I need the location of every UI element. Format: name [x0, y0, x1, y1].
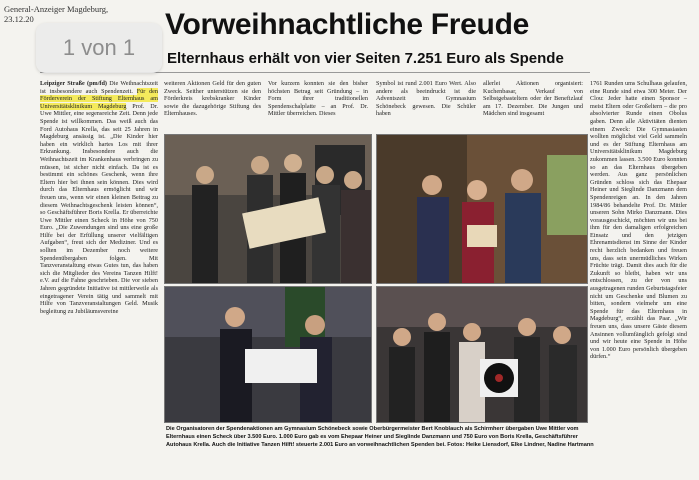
article-column-2: weiteren Aktionen Geld für den guten Zweck. Seither unterstützen sie den Förderkreis krebskranker Kinder sowie die dazugehörige Stiftung des Elternhauses. — [164, 80, 261, 118]
photo-tanzen-hilft-record — [376, 286, 588, 423]
page-indicator-badge: 1 von 1 — [36, 23, 162, 73]
highlighted-passage: Für den Förderverein der Stiftung Elternhaus am Universitätsklinikum Magdeburg — [40, 87, 158, 110]
article-column-5: allerlei Aktionen organisiert: Kuchenbasar, Verkauf von Selbstgebasteltem oder der Benefizlauf am 17. Dezember. Die Jungen und Mädchen sind insgesamt — [483, 80, 583, 118]
source-date: 23.12.20 — [4, 14, 34, 24]
col1-text-1: Die Weihnachtszeit ist insbesondere auch Spendenzeit. — [40, 80, 158, 95]
photo-danzmann-couple — [376, 134, 588, 284]
source-publication: General-Anzeiger Magdeburg, — [4, 4, 109, 14]
photo-krella-check-handover — [164, 286, 372, 423]
dateline: Leipziger Straße (pm/fd) — [40, 80, 107, 87]
col1-text-2: Prof. Dr. Uwe Mittler, eine segensreiche Zeit. Denn jede Spende ist willkommen. Das weiß auch das Ford Autohaus Krella, das seit 25 Jahren in Magdeburg ansässig ist. „Die Kinder hier haben ein wirklich hartes Los mit ihrer Erkrankung. Insbesondere auch die Weihnachtszeit im Krankenhaus verbringen zu müssen, ist sicher nicht einfach. Da ist es bestimmt ein schönes Geschenk, wenn ihre Eltern hier bei ihnen sein können. Dies wird durch das Elternhaus ermöglicht und wir freuen uns, wenn wir einen kleinen Beitrag zu diesem Weihnachtsgeschenk leisten können“, so Geschäftsführer Boris Krella. Er überreichte Uwe Mittler einen Scheck in Höhe von 750 Euro. „Die Zuwendungen sind uns eine große Hilfe bei der Erfüllung unserer vielfältigen Aufgaben“, freut sich der Mediziner. Und es sollten im Dezember noch weitere Spendenübergaben folgen. Mit Tanzveranstaltung etwas Gutes tun, das haben sich die Mitglieder des Vereins Tanzen Hilft! e.V. auf die Fahne geschrieben. Die vor sieben Jahren gegründete Initiative ist mittlerweile als eingetragener Verein tätig und sammelt mit Hilfe von Tanzveranstaltungen Geld. Musik begleitung zu Jubiläumsvereine — [40, 102, 158, 315]
source-line — [4, 4, 108, 24]
photo-school-check-handover — [164, 134, 372, 284]
subheadline: Elternhaus erhält von vier Seiten 7.251 Euro als Spende — [167, 50, 564, 67]
article-column-3: Vor kurzem konnten sie den bisher höchsten Betrag seit Gründung – in Form ihrer traditionellen Spendenschalplatte – an Prof. Dr. Mittler überreichen. Dieses — [268, 80, 368, 118]
article-column-4: Symbol ist rund 2.001 Euro Wert. Also andere als beeindruckt ist die Adventszeit im Gymnasium Schönebeck gewesen. Die Schüler haben — [376, 80, 476, 118]
article-column-1 — [40, 80, 158, 422]
photo-caption: Die Organisatoren der Spendenaktionen am Gymnasium Schönebeck sowie Oberbürgermeister Bert Knoblauch als Schirmherr übergaben Uwe Mittler vom Elternhaus einen Scheck über 3.500 Euro. 1.000 Euro gab es vom Ehepaar Heiner und Sieglinde Danzmann und 750 Euro von Boris Krella, Geschäftsführer Autohaus Krella. Auch die Initiative Tanzen Hilft! steuerte 2.001 Euro an vorweihnachtlichen Spenden bei. Fotos: Heike Liensdorf, Elke Lindner, Nadine Hartmann — [166, 426, 594, 448]
article-column-6: 1761 Runden ums Schulhaus gelaufen, eine Runde sind etwa 300 Meter. Der Clou: Jeder hatte einen Sponsor – meist Eltern oder Großeltern – die pro absolvierter Runde einen Obolus gaben. Denn alle Aktivitäten dienten einem Zweck: Die Gymnasiasten wollten möglichst viel Geld sammeln und es der Stiftung Elternhaus am Universitätsklinikum Magdeburg zukommen lassen. 3.500 Euro konnten so an das Elternhaus übergeben werden. Aus ganz persönlichen Gründen schloss sich das Ehepaar Heiner und Sieglinde Danzmann dem Spendenreigen an. In den Jahren 1984/86 behandelte Prof. Dr. Mittler unseren Sohn Mirko Danzmann. Dies vorausgeschickt, möchten wir uns bei ihm für den damaligen erfolgreichen Einsatz und den jetzigen Ehrenamtsdienst im Sinne der Kinder recht herzlich bedanken und freuen uns, dass sein unermüdliches Wirken Früchte trägt. Damit dies auch für die Zukunft so bleibt, haben wir uns entschlossen, zu der von uns ausgetragenen runden Geburtstagsfeier nicht um Geschenke und Blumen zu bitten, sondern vielmehr um eine Spende für das Elternhaus in Magdeburg“, erzählt das Paar. „Wir freuen uns, dass unsere Gäste diesem Ansinnen vollumfänglich gefolgt sind und wir heute eine Spende in Höhe von 1.000 Euro persönlich übergeben dürfen.“ — [590, 80, 687, 361]
headline: Vorweihnachtliche Freude — [165, 8, 529, 41]
